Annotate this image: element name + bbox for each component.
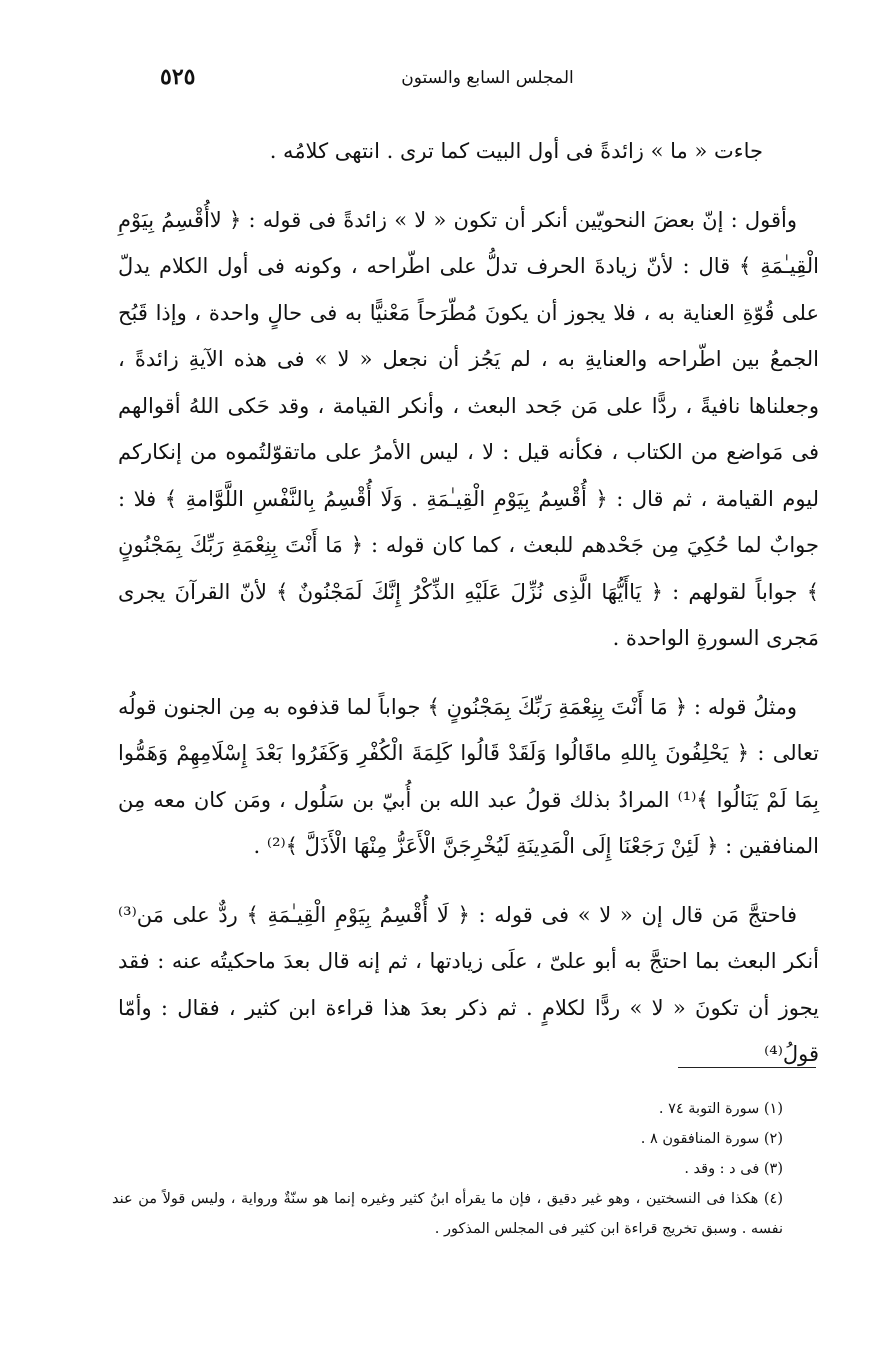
paragraph: وأقول : إنّ بعضَ النحويّين أنكر أن تكون « لا » زائدةً فى قوله : ﴿ لاأُقْسِمُ بِيَوْمِ الْقِيـٰمَةِ ﴾ قال : لأنّ زيادةَ الحرف تدلُّ على اطّراحه ، وكونه فى أول الكلام يدلّ على قُوّةِ العناية به ، فلا يجوز أن يكونَ مُطّرَحاً مَعْنيًّا به فى حالٍ واحدة ، وإذا قَبُح الجمعُ بين اطّراحه والعنايةِ به ، لم يَجُز أن نجعل « لا » فى هذه الآيةِ زائدةً ، وجعلناها نافيةً ، ردًّا على مَن جَحد البعث ، وأنكر القيامة ، وقد حَكى اللهُ أقوالهم فى مَواضع من الكتاب ، فكأنه قيل : لا ، ليس الأمرُ على ماتقوّلتُموه من إنكاركم ليوم القيامة ، ثم قال : ﴿ أُقْسِمُ بِيَوْمِ الْقِيـٰمَةِ . وَلَا أُقْسِمُ بِالنَّفْسِ اللَّوَّامةِ ﴾ فلا : جوابٌ لما حُكِيَ مِن جَحْدهم للبعث ، كما كان قوله : ﴿ مَا أَنْتَ بِنِعْمَةِ رَبِّكَ بِمَجْنُونٍ ﴾ جواباً لقولهم : ﴿ يَاأَيُّهَا الَّذِى نُزِّلَ عَلَيْهِ الذِّكْرُ إِنَّكَ لَمَجْنُونٌ ﴾ لأنّ القرآنَ يجرى مَجرى السورةِ الواحدة . <box>118 207 819 650</box>
footnote-separator <box>678 1067 816 1068</box>
running-header <box>160 64 815 100</box>
main-text <box>118 128 819 1078</box>
footnote: (٣) فى د : وقد . <box>684 1161 783 1177</box>
footnote: (٢) سورة المنافقون ٨ . <box>640 1131 783 1147</box>
footnotes <box>112 1094 819 1244</box>
paragraph: جاءت « ما » زائدةً فى أول البيت كما ترى . انتهى كلامُه . <box>269 139 763 163</box>
paragraph: ومثلُ قوله : ﴿ مَا أَنْتَ بِنِعْمَةِ رَبِّكَ بِمَجْنُونٍ ﴾ جواباً لما قذفوه به مِن الجنون قولُه تعالى : ﴿ يَحْلِفُونَ بِاللهِ ماقَالُوا وَلَقَدْ قَالُوا كَلِمَةَ الْكُفْرِ وَكَفَرُوا بَعْدَ إِسْلَامِهِمْ وَهَمُّوا بِمَا لَمْ يَنَالُوا ﴾⁽¹⁾ المرادُ بذلك قولُ عبد الله بن أُبيّ بن سَلُول ، ومَن كان معه مِن المنافقين : ﴿ لَئِنْ رَجَعْنَا إِلَى الْمَدِينَةِ لَيُخْرِجَنَّ الْأَعَزُّ مِنْهَا الْأَذَلَّ ﴾⁽²⁾ . <box>118 694 819 858</box>
page-number: ٥٢٥ <box>160 64 196 90</box>
paragraph: فاحتجَّ مَن قال إن « لا » فى قوله : ﴿ لَا أُقْسِمُ بِيَوْمِ الْقِيـٰمَةِ ﴾ ردٌّ على مَن⁽³⁾ أنكر البعث بما احتجَّ به أبو علىّ ، علَى زيادتها ، ثم إنه قال بعدَ ماحكيتُه عنه : فقد يجوز أن تكونَ « لا » ردًّا لكلامٍ . ثم ذكر بعدَ هذا قراءة ابن كثير ، فقال : وأمّا قولُ⁽⁴⁾ <box>118 902 819 1066</box>
footnote: (١) سورة التوبة ٧٤ . <box>658 1101 783 1117</box>
running-title: المجلس السابع والستون <box>401 68 574 88</box>
footnote: (٤) هكذا فى النسختين ، وهو غير دقيق ، فإن ما يقرأه ابنُ كثير وغيره إنما هو سنّةٌ ورواية ، وليس قولاً من عند نفسه . وسبق تخريج قراءة ابن كثير فى المجلس المذكور . <box>112 1191 783 1237</box>
